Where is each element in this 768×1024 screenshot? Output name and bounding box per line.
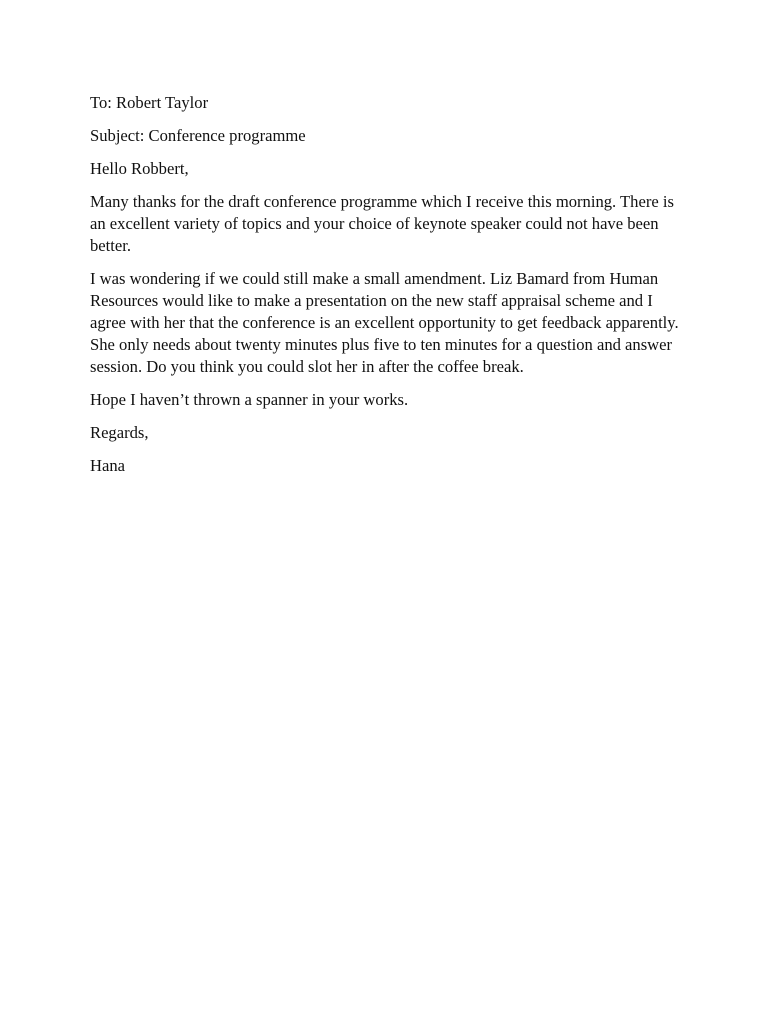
subject-line: Subject: Conference programme <box>90 126 306 145</box>
recipient-line: To: Robert Taylor <box>90 93 209 112</box>
letter-body <box>90 92 690 488</box>
paragraph-apology: Hope I haven’t thrown a spanner in your works. <box>90 390 409 409</box>
paragraph-thanks: Many thanks for the draft conference programme which I receive this morning. There is an excellent variety of topics and your choice of keynote speaker could not have been better. <box>90 192 674 255</box>
closing: Regards, <box>90 423 149 442</box>
signature: Hana <box>90 456 126 475</box>
greeting: Hello Robbert, <box>90 159 189 178</box>
paragraph-amendment: I was wondering if we could still make a small amendment. Liz Bamard from Human Resources would like to make a presentation on the new staff appraisal scheme and I agree with her that the conference is an excellent opportunity to get feedback apparently. She only needs about twenty minutes plus five to ten minutes for a question and answer session. Do you think you could slot her in after the coffee break. <box>90 269 679 376</box>
